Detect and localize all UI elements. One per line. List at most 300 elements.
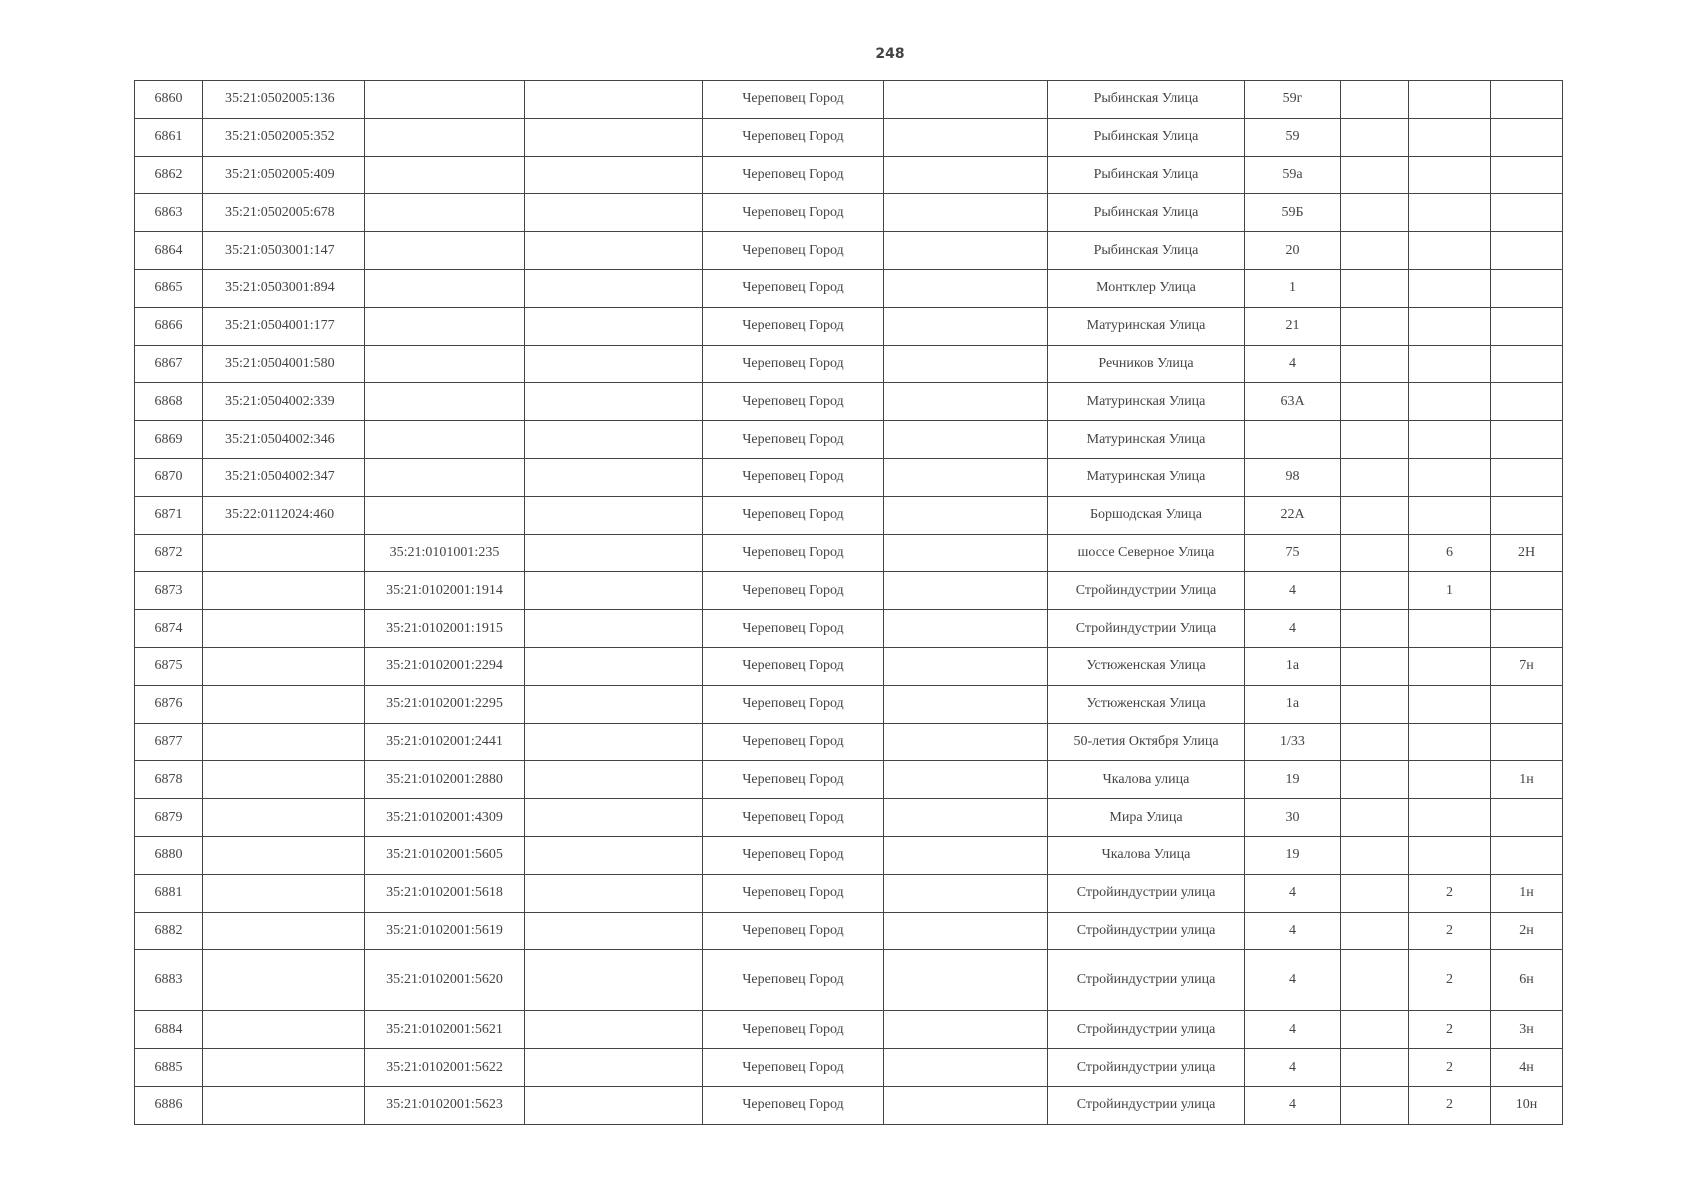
cell-column-9 [1341,836,1409,874]
cell-premises-number: 3н [1491,1011,1563,1049]
cell-cadastral-number-a [203,1049,365,1087]
cell-column-9 [1341,723,1409,761]
cell-cadastral-number-b: 35:21:0102001:2295 [365,685,525,723]
cell-settlement: Череповец Город [703,799,884,837]
cell-cadastral-number-a [203,1011,365,1049]
cell-street: Монтклер Улица [1048,269,1245,307]
cell-column-9 [1341,496,1409,534]
cell-row-number: 6879 [135,799,203,837]
cell-row-number: 6875 [135,647,203,685]
cell-cadastral-number-a [203,912,365,950]
cell-column-10: 2 [1409,1049,1491,1087]
cell-settlement: Череповец Город [703,194,884,232]
cell-street: Мира Улица [1048,799,1245,837]
cell-cadastral-number-a: 35:22:0112024:460 [203,496,365,534]
cell-column-10 [1409,81,1491,119]
cell-cadastral-number-a: 35:21:0504002:339 [203,383,365,421]
cell-column-6 [884,156,1048,194]
cell-cadastral-number-a: 35:21:0503001:147 [203,232,365,270]
cell-settlement: Череповец Город [703,1086,884,1124]
cell-house-number: 59а [1245,156,1341,194]
cell-column-4 [525,421,703,459]
cell-cadastral-number-b [365,118,525,156]
cell-column-4 [525,572,703,610]
cell-street: Рыбинская Улица [1048,232,1245,270]
cell-cadastral-number-a: 35:21:0502005:678 [203,194,365,232]
cell-column-10: 1 [1409,572,1491,610]
cell-premises-number: 1н [1491,874,1563,912]
cell-cadastral-number-b [365,345,525,383]
cell-column-6 [884,950,1048,1011]
cell-premises-number [1491,383,1563,421]
cell-cadastral-number-b [365,269,525,307]
table-row [135,1049,1563,1087]
cell-cadastral-number-a: 35:21:0503001:894 [203,269,365,307]
table-row [135,761,1563,799]
cell-premises-number [1491,723,1563,761]
cell-premises-number [1491,118,1563,156]
cell-column-10 [1409,647,1491,685]
cell-premises-number [1491,836,1563,874]
cell-street: Матуринская Улица [1048,383,1245,421]
cell-column-10 [1409,269,1491,307]
cell-settlement: Череповец Город [703,421,884,459]
cell-row-number: 6867 [135,345,203,383]
cell-column-4 [525,685,703,723]
cell-street: Боршодская Улица [1048,496,1245,534]
cell-column-9 [1341,685,1409,723]
cell-premises-number [1491,307,1563,345]
cell-street: Рыбинская Улица [1048,118,1245,156]
cell-column-4 [525,458,703,496]
cell-column-6 [884,383,1048,421]
table-row [135,345,1563,383]
cell-cadastral-number-b: 35:21:0102001:5620 [365,950,525,1011]
cell-cadastral-number-a: 35:21:0504001:580 [203,345,365,383]
table-row [135,269,1563,307]
cell-house-number: 4 [1245,1011,1341,1049]
cell-column-9 [1341,799,1409,837]
table-row [135,1011,1563,1049]
cell-column-10 [1409,836,1491,874]
cell-column-10 [1409,610,1491,648]
cell-cadastral-number-a [203,723,365,761]
cell-column-9 [1341,269,1409,307]
cell-premises-number [1491,269,1563,307]
cell-premises-number [1491,156,1563,194]
cell-settlement: Череповец Город [703,761,884,799]
cell-column-6 [884,307,1048,345]
cell-settlement: Череповец Город [703,118,884,156]
cell-column-6 [884,610,1048,648]
cell-column-10: 2 [1409,912,1491,950]
cell-settlement: Череповец Город [703,269,884,307]
cell-column-10 [1409,761,1491,799]
cell-column-9 [1341,458,1409,496]
cell-cadastral-number-a [203,647,365,685]
cell-settlement: Череповец Город [703,610,884,648]
table-row [135,647,1563,685]
cell-house-number: 75 [1245,534,1341,572]
cell-row-number: 6874 [135,610,203,648]
table-row [135,723,1563,761]
cell-cadastral-number-b [365,307,525,345]
cell-column-9 [1341,874,1409,912]
cell-column-10: 2 [1409,1011,1491,1049]
cell-row-number: 6865 [135,269,203,307]
table-row [135,458,1563,496]
cell-row-number: 6883 [135,950,203,1011]
table-row [135,232,1563,270]
cell-column-4 [525,534,703,572]
cell-row-number: 6882 [135,912,203,950]
cell-cadastral-number-a [203,836,365,874]
cell-column-10 [1409,156,1491,194]
cell-column-10 [1409,685,1491,723]
cell-column-10 [1409,421,1491,459]
cell-cadastral-number-a: 35:21:0504002:347 [203,458,365,496]
cell-house-number [1245,421,1341,459]
cell-column-6 [884,874,1048,912]
cell-street: Устюженская Улица [1048,685,1245,723]
cell-street: Чкалова Улица [1048,836,1245,874]
cell-premises-number [1491,345,1563,383]
cell-column-4 [525,81,703,119]
cell-column-4 [525,307,703,345]
table-row [135,836,1563,874]
cell-column-6 [884,912,1048,950]
table-row [135,534,1563,572]
cell-column-6 [884,836,1048,874]
cell-row-number: 6868 [135,383,203,421]
cell-house-number: 4 [1245,1049,1341,1087]
cell-street: Стройиндустрии улица [1048,912,1245,950]
cell-street: Рыбинская Улица [1048,194,1245,232]
cell-premises-number [1491,232,1563,270]
cell-settlement: Череповец Город [703,912,884,950]
cell-cadastral-number-a: 35:21:0502005:409 [203,156,365,194]
cell-settlement: Череповец Город [703,383,884,421]
cell-cadastral-number-a: 35:21:0504001:177 [203,307,365,345]
cell-settlement: Череповец Город [703,874,884,912]
cell-premises-number [1491,458,1563,496]
table-row [135,874,1563,912]
cell-row-number: 6864 [135,232,203,270]
cell-column-4 [525,383,703,421]
cell-column-4 [525,912,703,950]
cell-premises-number [1491,685,1563,723]
table-row [135,383,1563,421]
table-row [135,421,1563,459]
cell-cadastral-number-a [203,534,365,572]
cell-house-number: 20 [1245,232,1341,270]
cell-column-10 [1409,458,1491,496]
cell-settlement: Череповец Город [703,685,884,723]
cell-column-9 [1341,194,1409,232]
table-row [135,685,1563,723]
cell-row-number: 6860 [135,81,203,119]
cell-settlement: Череповец Город [703,723,884,761]
cell-street: шоссе Северное Улица [1048,534,1245,572]
cell-street: 50-летия Октября Улица [1048,723,1245,761]
cell-column-4 [525,156,703,194]
cell-row-number: 6886 [135,1086,203,1124]
cell-settlement: Череповец Город [703,572,884,610]
cell-row-number: 6872 [135,534,203,572]
cell-cadastral-number-a: 35:21:0502005:136 [203,81,365,119]
cell-cadastral-number-b [365,421,525,459]
cell-column-6 [884,1086,1048,1124]
table-row [135,572,1563,610]
cell-house-number: 4 [1245,610,1341,648]
cell-column-6 [884,761,1048,799]
cell-premises-number [1491,610,1563,648]
cell-settlement: Череповец Город [703,950,884,1011]
cell-column-9 [1341,1011,1409,1049]
cell-cadastral-number-b [365,383,525,421]
cell-settlement: Череповец Город [703,534,884,572]
cell-street: Стройиндустрии улица [1048,950,1245,1011]
cell-column-6 [884,647,1048,685]
cell-column-9 [1341,950,1409,1011]
cell-street: Речников Улица [1048,345,1245,383]
cell-column-4 [525,761,703,799]
cell-column-9 [1341,610,1409,648]
cell-column-4 [525,836,703,874]
cell-row-number: 6863 [135,194,203,232]
cell-column-6 [884,1049,1048,1087]
cell-cadastral-number-b: 35:21:0102001:5621 [365,1011,525,1049]
cell-cadastral-number-b: 35:21:0102001:5618 [365,874,525,912]
table-body [135,81,1563,1125]
cell-row-number: 6876 [135,685,203,723]
cell-column-4 [525,496,703,534]
cell-cadastral-number-a [203,950,365,1011]
cell-cadastral-number-b: 35:21:0102001:2880 [365,761,525,799]
cell-column-6 [884,534,1048,572]
cell-column-6 [884,421,1048,459]
cell-premises-number: 7н [1491,647,1563,685]
cell-cadastral-number-a [203,761,365,799]
cell-column-9 [1341,307,1409,345]
cell-house-number: 59Б [1245,194,1341,232]
cell-cadastral-number-a: 35:21:0504002:346 [203,421,365,459]
cell-column-9 [1341,156,1409,194]
cell-house-number: 30 [1245,799,1341,837]
cell-house-number: 19 [1245,761,1341,799]
cell-cadastral-number-a [203,685,365,723]
cell-column-6 [884,232,1048,270]
cell-cadastral-number-b: 35:21:0102001:2441 [365,723,525,761]
cell-column-9 [1341,761,1409,799]
cell-column-4 [525,723,703,761]
cell-cadastral-number-b: 35:21:0102001:1915 [365,610,525,648]
cell-house-number: 4 [1245,572,1341,610]
cell-cadastral-number-b: 35:21:0102001:5619 [365,912,525,950]
cell-cadastral-number-a [203,572,365,610]
cell-column-4 [525,232,703,270]
cell-street: Стройиндустрии улица [1048,1049,1245,1087]
cell-column-9 [1341,647,1409,685]
cell-column-6 [884,685,1048,723]
cell-column-9 [1341,383,1409,421]
cell-premises-number: 2н [1491,912,1563,950]
cell-house-number: 1а [1245,685,1341,723]
cell-settlement: Череповец Город [703,156,884,194]
cell-column-9 [1341,81,1409,119]
cell-column-10 [1409,723,1491,761]
cell-street: Стройиндустрии Улица [1048,572,1245,610]
cell-cadastral-number-b: 35:21:0101001:235 [365,534,525,572]
cell-premises-number [1491,421,1563,459]
cell-column-10 [1409,496,1491,534]
cell-row-number: 6873 [135,572,203,610]
cell-cadastral-number-b: 35:21:0102001:2294 [365,647,525,685]
cell-house-number: 22А [1245,496,1341,534]
cell-column-6 [884,194,1048,232]
cell-column-4 [525,269,703,307]
cell-settlement: Череповец Город [703,1011,884,1049]
cell-premises-number: 2Н [1491,534,1563,572]
cell-column-9 [1341,1049,1409,1087]
cell-street: Стройиндустрии улица [1048,1011,1245,1049]
cell-column-6 [884,723,1048,761]
table-row [135,307,1563,345]
table-row [135,912,1563,950]
cell-column-9 [1341,1086,1409,1124]
cell-column-4 [525,1086,703,1124]
cell-settlement: Череповец Город [703,81,884,119]
cell-street: Матуринская Улица [1048,421,1245,459]
cell-row-number: 6869 [135,421,203,459]
cell-street: Матуринская Улица [1048,307,1245,345]
cell-column-9 [1341,912,1409,950]
cell-row-number: 6870 [135,458,203,496]
cell-premises-number: 10н [1491,1086,1563,1124]
table-row [135,950,1563,1011]
cell-row-number: 6881 [135,874,203,912]
cell-column-9 [1341,572,1409,610]
cell-row-number: 6880 [135,836,203,874]
cell-cadastral-number-b [365,194,525,232]
cell-settlement: Череповец Город [703,647,884,685]
cell-cadastral-number-b: 35:21:0102001:5622 [365,1049,525,1087]
cell-column-9 [1341,232,1409,270]
cell-settlement: Череповец Город [703,458,884,496]
table-row [135,81,1563,119]
cell-cadastral-number-b [365,156,525,194]
cell-column-10 [1409,307,1491,345]
cell-house-number: 4 [1245,950,1341,1011]
cell-settlement: Череповец Город [703,232,884,270]
cell-column-4 [525,799,703,837]
table-row [135,118,1563,156]
cell-cadastral-number-b [365,232,525,270]
cell-column-9 [1341,118,1409,156]
cell-column-10 [1409,194,1491,232]
cell-column-4 [525,194,703,232]
cell-street: Стройиндустрии улица [1048,874,1245,912]
cell-street: Матуринская Улица [1048,458,1245,496]
cell-row-number: 6861 [135,118,203,156]
cell-column-4 [525,874,703,912]
cell-cadastral-number-b: 35:21:0102001:5605 [365,836,525,874]
cell-premises-number [1491,572,1563,610]
cell-cadastral-number-a [203,1086,365,1124]
cell-premises-number: 6н [1491,950,1563,1011]
cell-premises-number [1491,81,1563,119]
cell-cadastral-number-b [365,458,525,496]
cell-row-number: 6884 [135,1011,203,1049]
page-number: 248 [875,46,905,62]
cell-house-number: 59 [1245,118,1341,156]
cell-house-number: 59г [1245,81,1341,119]
cell-column-4 [525,950,703,1011]
cell-column-10: 2 [1409,950,1491,1011]
cell-premises-number: 4н [1491,1049,1563,1087]
cell-column-6 [884,799,1048,837]
cell-cadastral-number-a [203,610,365,648]
cell-column-4 [525,610,703,648]
cell-house-number: 1 [1245,269,1341,307]
cell-street: Стройиндустрии Улица [1048,610,1245,648]
cell-column-10 [1409,799,1491,837]
table-row [135,496,1563,534]
cell-house-number: 4 [1245,912,1341,950]
cell-house-number: 4 [1245,1086,1341,1124]
cell-settlement: Череповец Город [703,345,884,383]
cell-cadastral-number-b [365,496,525,534]
cell-column-9 [1341,534,1409,572]
cell-house-number: 21 [1245,307,1341,345]
cell-column-4 [525,345,703,383]
cell-column-9 [1341,421,1409,459]
cell-premises-number [1491,799,1563,837]
cell-column-6 [884,269,1048,307]
cell-column-6 [884,81,1048,119]
cell-cadastral-number-b: 35:21:0102001:4309 [365,799,525,837]
cell-house-number: 1а [1245,647,1341,685]
cell-column-4 [525,118,703,156]
cell-row-number: 6871 [135,496,203,534]
cell-row-number: 6878 [135,761,203,799]
cell-street: Чкалова улица [1048,761,1245,799]
table-row [135,194,1563,232]
cell-column-10: 2 [1409,874,1491,912]
cell-house-number: 4 [1245,874,1341,912]
cell-settlement: Череповец Город [703,496,884,534]
cell-house-number: 4 [1245,345,1341,383]
cell-house-number: 63А [1245,383,1341,421]
cell-column-10 [1409,118,1491,156]
cell-column-4 [525,1049,703,1087]
cell-column-4 [525,647,703,685]
cell-row-number: 6866 [135,307,203,345]
cell-cadastral-number-b: 35:21:0102001:1914 [365,572,525,610]
cell-column-6 [884,345,1048,383]
cell-column-10: 6 [1409,534,1491,572]
table-row [135,799,1563,837]
cell-column-9 [1341,345,1409,383]
cell-cadastral-number-a: 35:21:0502005:352 [203,118,365,156]
cell-premises-number: 1н [1491,761,1563,799]
cell-house-number: 19 [1245,836,1341,874]
table-row [135,610,1563,648]
cell-cadastral-number-a [203,874,365,912]
cell-street: Рыбинская Улица [1048,156,1245,194]
cell-cadastral-number-b: 35:21:0102001:5623 [365,1086,525,1124]
cell-column-6 [884,496,1048,534]
